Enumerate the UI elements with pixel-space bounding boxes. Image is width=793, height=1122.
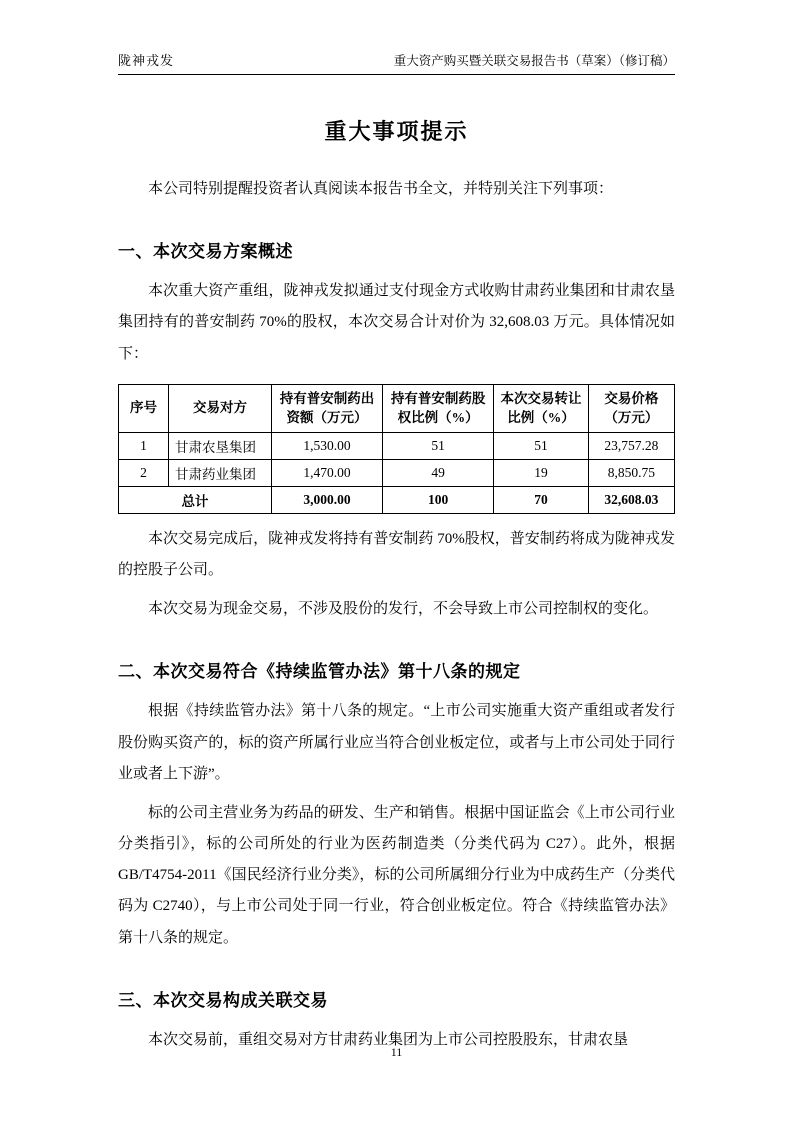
cell-party: 甘肃农垦集团: [169, 432, 272, 459]
header-company-name: 陇神戎发: [118, 53, 175, 68]
section3-heading: 三、本次交易构成关联交易: [118, 990, 328, 1010]
total-amount: 3,000.00: [271, 486, 382, 513]
table-row: [119, 432, 675, 459]
cell-equity: 51: [383, 432, 494, 459]
cell-ratio: 19: [494, 459, 589, 486]
total-ratio: 70: [494, 486, 589, 513]
table-row: [119, 459, 675, 486]
intro-paragraph: 本公司特别提醒投资者认真阅读本报告书全文，并特别关注下列事项：: [148, 181, 614, 197]
total-price: 32,608.03: [588, 486, 674, 513]
total-label: 总计: [119, 486, 272, 513]
cell-ratio: 51: [494, 432, 589, 459]
cell-party: 甘肃药业集团: [169, 459, 272, 486]
cell-price: 23,757.28: [588, 432, 674, 459]
col-header-equity: 持有普安制药股权比例（%）: [383, 384, 494, 432]
section2-heading: 二、本次交易符合《持续监管办法》第十八条的规定: [118, 662, 521, 682]
page-number: 11: [390, 1045, 403, 1059]
section1-paragraph-2: 本次交易完成后，陇神戎发将持有普安制药 70%股权，普安制药将成为陇神戎发的控股子公司。: [118, 530, 675, 578]
cell-seq: 1: [119, 432, 169, 459]
col-header-amount: 持有普安制药出资额（万元）: [271, 384, 382, 432]
section1-paragraph-1: 本次重大资产重组，陇神戎发拟通过支付现金方式收购甘肃药业集团和甘肃农垦集团持有的普安制药 70%的股权，本次交易合计对价为 32,608.03 万元。具体情况如下：: [118, 283, 675, 362]
cell-amount: 1,470.00: [271, 459, 382, 486]
header-report-title: 重大资产购买暨关联交易报告书（草案）（修订稿）: [393, 54, 675, 68]
section3-paragraph-1: 本次交易前，重组交易对方甘肃药业集团为上市公司控股股东，甘肃农垦: [148, 1031, 629, 1048]
col-header-seq: 序号: [119, 384, 169, 432]
col-header-party: 交易对方: [169, 384, 272, 432]
cell-price: 8,850.75: [588, 459, 674, 486]
col-header-ratio: 本次交易转让比例（%）: [494, 384, 589, 432]
section1-heading: 一、本次交易方案概述: [118, 242, 293, 262]
section2-paragraph-2: 标的公司主营业务为药品的研发、生产和销售。根据中国证监会《上市公司行业分类指引》，标的公司所处的行业为医药制造类（分类代码为 C27）。此外，根据 GB/T4754-2011《国民经济行业分类》，标的公司所属细分行业为中成药生产（分类代码为 C2740），与上市公司处于同一行业，符合创业板定位。符合《持续监管办法》第十八条的规定。: [118, 804, 675, 946]
cell-seq: 2: [119, 459, 169, 486]
running-header: [118, 0, 675, 75]
cell-amount: 1,530.00: [271, 432, 382, 459]
section1-paragraph-3: 本次交易为现金交易，不涉及股份的发行，不会导致上市公司控制权的变化。: [148, 601, 659, 618]
table-total-row: [119, 486, 675, 513]
table-header-row: [119, 384, 675, 432]
total-equity: 100: [383, 486, 494, 513]
col-header-price: 交易价格（万元）: [588, 384, 674, 432]
page-title: 重大事项提示: [324, 119, 469, 144]
section2-paragraph-1: 根据《持续监管办法》第十八条的规定。“上市公司实施重大资产重组或者发行股份购买资产的，标的资产所属行业应当符合创业板定位，或者与上市公司处于同行业或者上下游”。: [118, 703, 675, 782]
transaction-table: [118, 384, 675, 514]
cell-equity: 49: [383, 459, 494, 486]
